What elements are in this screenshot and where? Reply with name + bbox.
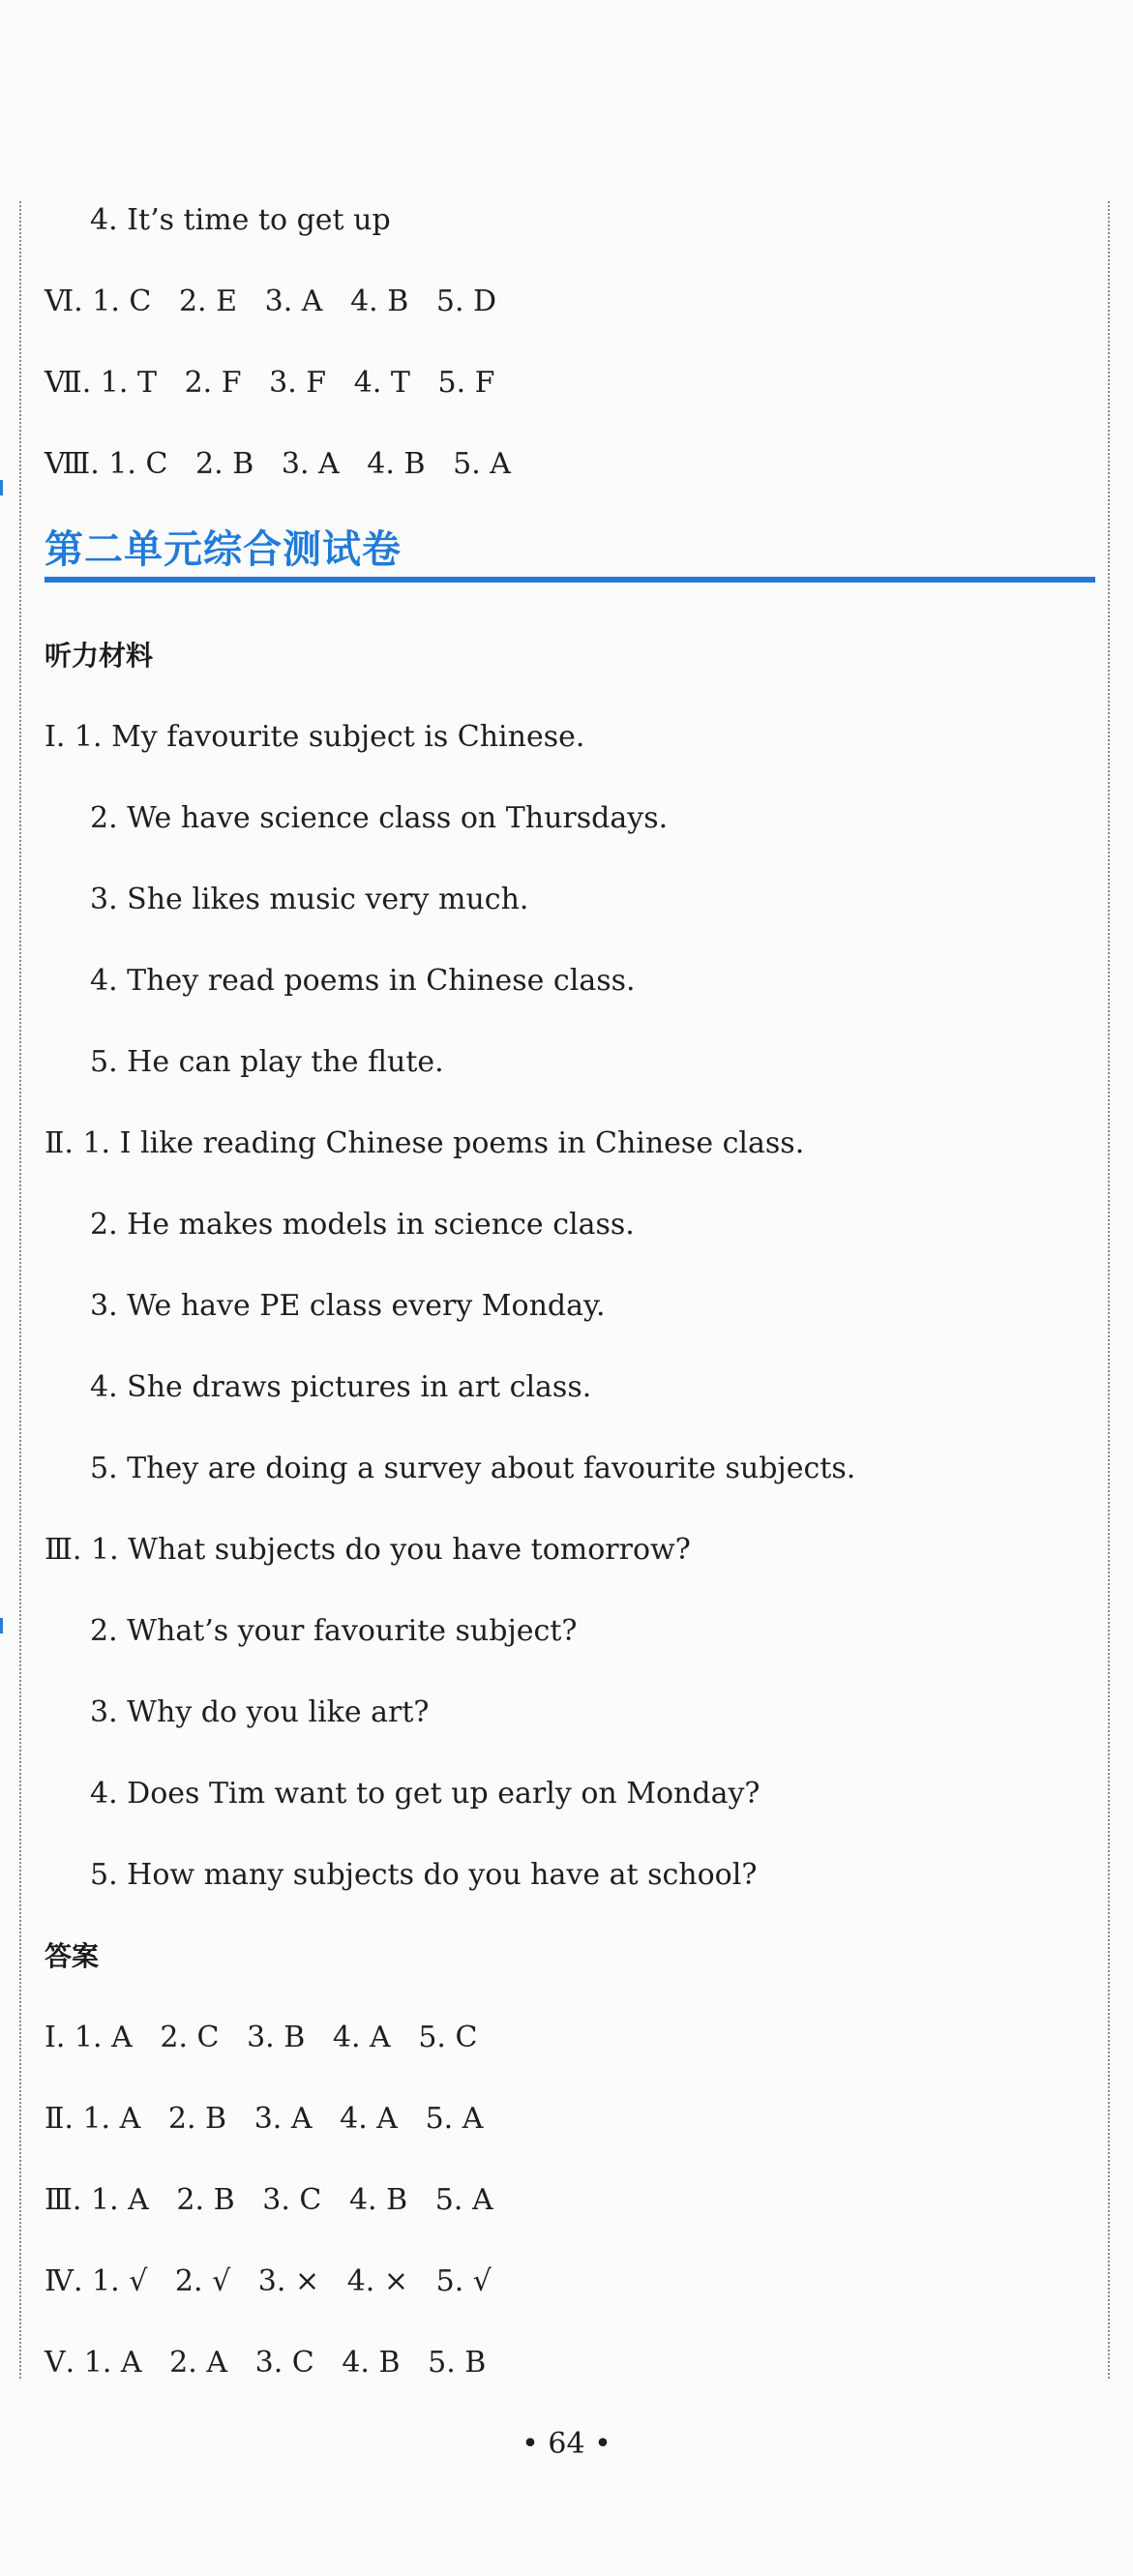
listening-label: 听力材料 bbox=[45, 640, 154, 672]
listening-line: 3. She likes music very much. bbox=[90, 883, 529, 916]
answer-line: Ⅷ. 1. C 2. B 3. A 4. B 5. A bbox=[45, 447, 511, 481]
edge-mark bbox=[0, 1618, 3, 1633]
listening-line: Ⅱ. 1. I like reading Chinese poems in Chinese class. bbox=[45, 1126, 805, 1160]
listening-line: 5. They are doing a survey about favourite subjects. bbox=[90, 1452, 856, 1485]
right-margin-line bbox=[1108, 201, 1110, 2379]
page-number: • 64 • bbox=[522, 2427, 611, 2461]
listening-line: 3. We have PE class every Monday. bbox=[90, 1289, 606, 1323]
listening-line: 4. Does Tim want to get up early on Monday? bbox=[90, 1777, 760, 1811]
listening-line: 2. We have science class on Thursdays. bbox=[90, 801, 669, 835]
edge-mark bbox=[0, 480, 3, 495]
answer-line: Ⅲ. 1. A 2. B 3. C 4. B 5. A bbox=[45, 2183, 493, 2217]
section-title: 第二单元综合测试卷 bbox=[45, 527, 402, 572]
answer-line: Ⅵ. 1. C 2. E 3. A 4. B 5. D bbox=[45, 285, 497, 318]
listening-line: 2. What’s your favourite subject? bbox=[90, 1614, 578, 1648]
answer-line: Ⅳ. 1. √ 2. √ 3. × 4. × 5. √ bbox=[45, 2264, 492, 2298]
section-title-underline bbox=[45, 577, 1095, 583]
listening-line: 2. He makes models in science class. bbox=[90, 1208, 635, 1242]
listening-line: 4. They read poems in Chinese class. bbox=[90, 964, 636, 998]
listening-line: 4. She draws pictures in art class. bbox=[90, 1370, 592, 1404]
listening-line: Ⅰ. 1. My favourite subject is Chinese. bbox=[45, 720, 585, 754]
listening-line: 3. Why do you like art? bbox=[90, 1695, 430, 1729]
answer-line: Ⅱ. 1. A 2. B 3. A 4. A 5. A bbox=[45, 2102, 484, 2136]
listening-line: Ⅲ. 1. What subjects do you have tomorrow? bbox=[45, 1533, 691, 1567]
answer-line: Ⅶ. 1. T 2. F 3. F 4. T 5. F bbox=[45, 366, 495, 400]
left-margin-line bbox=[19, 201, 21, 2379]
answer-line: 4. It’s time to get up bbox=[90, 203, 391, 237]
answer-line: Ⅴ. 1. A 2. A 3. C 4. B 5. B bbox=[45, 2346, 487, 2380]
answer-line: Ⅰ. 1. A 2. C 3. B 4. A 5. C bbox=[45, 2021, 478, 2054]
answers-label: 答案 bbox=[45, 1940, 100, 1972]
listening-line: 5. He can play the flute. bbox=[90, 1045, 444, 1079]
listening-line: 5. How many subjects do you have at school? bbox=[90, 1858, 758, 1892]
